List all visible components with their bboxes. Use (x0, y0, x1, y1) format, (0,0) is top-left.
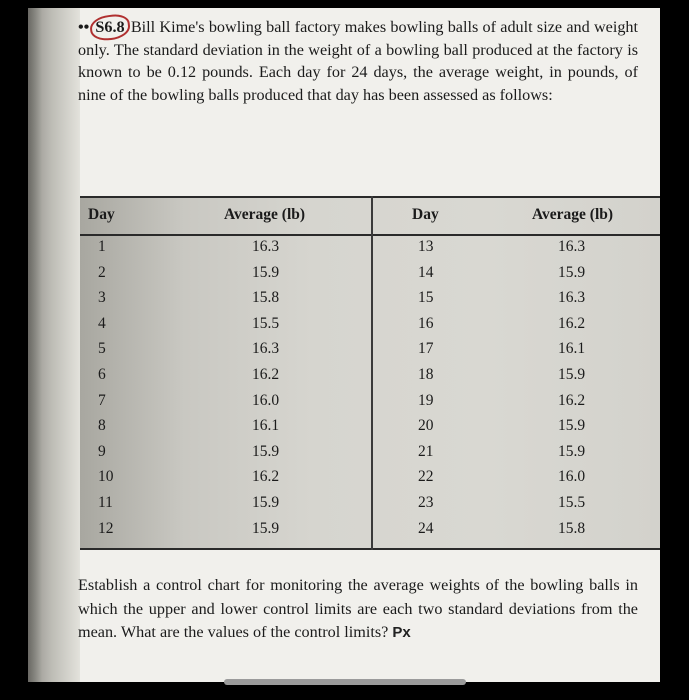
table-cell-day-left: 12 (98, 519, 114, 537)
table-cell-day-right: 24 (418, 519, 434, 537)
problem-number: S6.8 (93, 16, 126, 39)
table-cell-average-right: 16.2 (558, 391, 586, 409)
table-cell-average-right: 16.2 (558, 314, 586, 332)
table-cell-day-left: 4 (98, 314, 106, 332)
table-cell-average-left: 15.9 (252, 442, 280, 460)
table-cell-average-left: 16.1 (252, 417, 280, 435)
table-cell-average-right: 15.9 (558, 442, 586, 460)
table-bottom-rule (80, 548, 660, 550)
home-indicator[interactable] (224, 679, 466, 685)
table-cell-day-left: 10 (98, 468, 114, 486)
table-cell-day-left: 11 (98, 494, 113, 511)
table-cell-average-left: 16.3 (252, 238, 280, 255)
table-cell-day-right: 16 (418, 314, 434, 332)
table-cell-day-left: 7 (98, 391, 106, 409)
table-cell-day-left: 2 (98, 263, 106, 281)
table-cell-day-left: 1 (98, 238, 106, 255)
problem-statement (78, 16, 638, 106)
table-cell-day-right: 18 (418, 366, 434, 383)
header-day-1: Day (88, 206, 115, 223)
table-cell-average-left: 16.3 (252, 340, 280, 358)
table-cell-day-right: 23 (418, 494, 434, 511)
question-text-block (78, 574, 638, 645)
question-text: Establish a control chart for monitoring the average weights of the bowling balls in which the upper and lower control limits are each two standard deviations from the mean. What are the values of the control limits? (78, 576, 638, 641)
table-cell-day-left: 3 (98, 289, 106, 307)
table-cell-average-right: 16.3 (558, 289, 586, 307)
header-day-2: Day (412, 206, 439, 223)
table-cell-day-right: 15 (418, 289, 434, 307)
table-cell-average-right: 16.3 (558, 238, 586, 255)
table-cell-average-left: 15.8 (252, 289, 280, 307)
textbook-page (28, 8, 660, 682)
table-header-rule (80, 234, 660, 236)
table-cell-day-left: 5 (98, 340, 106, 358)
table-cell-average-left: 16.0 (252, 391, 280, 409)
header-average-2: Average (lb) (532, 206, 614, 223)
table-cell-day-left: 6 (98, 366, 106, 383)
weights-table (80, 196, 660, 550)
table-column-divider (371, 196, 373, 550)
table-cell-day-right: 17 (418, 340, 434, 358)
problem-text: Bill Kime's bowling ball factory makes bowling balls of adult size and weight only. The standard deviation in the weight of a bowling ball produced at the factory is known to be 0.12 pounds. Each day for 24 days, the average weight, in pounds, of nine of the bowling balls produced that day has been assessed as follows: (78, 18, 639, 104)
header-average-1: Average (lb) (224, 206, 306, 223)
difficulty-marker: •• (78, 18, 90, 36)
table-cell-day-right: 21 (418, 442, 434, 460)
table-cell-average-right: 16.1 (558, 340, 586, 358)
table-cell-day-right: 13 (418, 238, 434, 255)
table-cell-day-left: 8 (98, 417, 106, 435)
table-cell-average-left: 16.2 (252, 468, 280, 486)
table-cell-day-right: 22 (418, 468, 434, 486)
table-cell-average-left: 16.2 (252, 366, 280, 383)
table-cell-average-left: 15.9 (252, 519, 280, 537)
table-cell-day-left: 9 (98, 442, 106, 460)
table-top-rule (80, 196, 660, 198)
table-cell-day-right: 19 (418, 391, 434, 409)
table-cell-average-left: 15.9 (252, 263, 280, 281)
table-cell-day-right: 14 (418, 263, 434, 281)
table-cell-average-left: 15.5 (252, 314, 280, 332)
table-cell-average-right: 15.9 (558, 417, 586, 435)
table-cell-average-right: 15.9 (558, 263, 586, 281)
spine-shade (28, 8, 42, 682)
table-cell-average-right: 16.0 (558, 468, 586, 486)
table-cell-average-right: 15.5 (558, 494, 586, 511)
table-cell-day-right: 20 (418, 417, 434, 435)
table-cell-average-right: 15.8 (558, 519, 586, 537)
table-cell-average-left: 15.9 (252, 494, 280, 511)
px-problem-icon: Px (392, 624, 411, 641)
table-cell-average-right: 15.9 (558, 366, 586, 383)
